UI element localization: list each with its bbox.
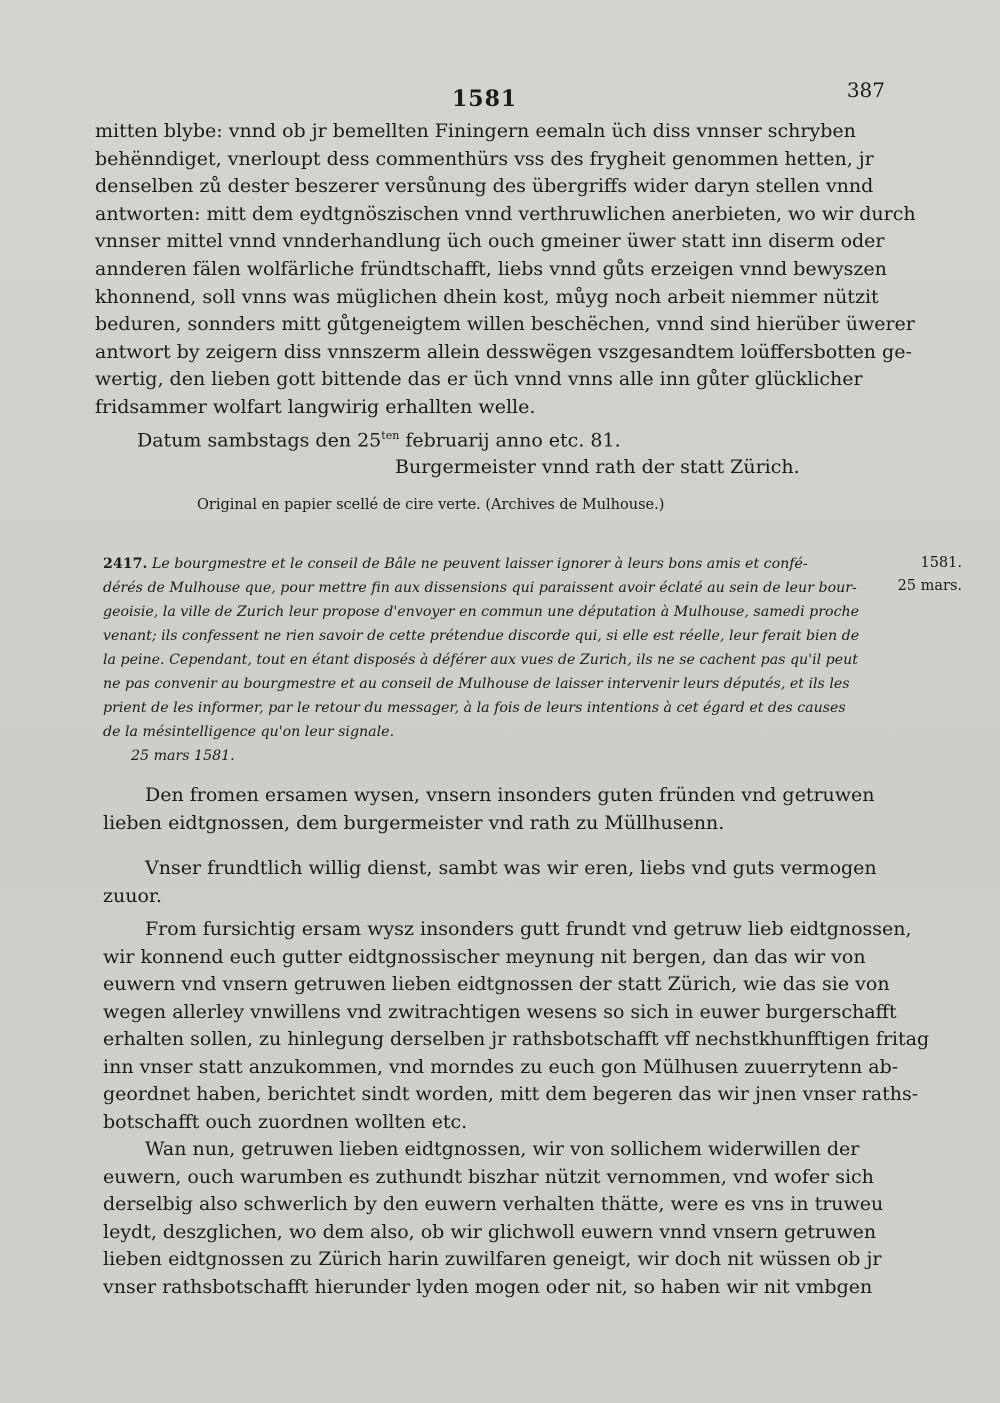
text-line: behënndiget, vnerloupt dess commenthürs vss des frygheit genommen hetten, jr	[95, 147, 874, 170]
paragraph-line: euwern, ouch warumben es zuthundt biszhar nützit vernommen, vnd wofer sich	[103, 1165, 874, 1188]
paragraph-line: Wan nun, getruwen lieben eidtgnossen, wir von sollichem widerwillen der	[145, 1138, 860, 1160]
letter-body	[103, 782, 930, 1301]
entry-summary	[103, 552, 879, 768]
dating-prefix: Datum sambstags den 25	[137, 428, 382, 451]
paragraph-line: erhalten sollen, zu hinlegung derselben jr rathsbotschafft vff nechstkhunfftigen fritag	[103, 1028, 930, 1050]
text-line: mitten blybe: vnnd ob jr bemellten Finingern eemaln üch diss vnnser schryben	[95, 120, 856, 142]
dating-line	[95, 422, 880, 455]
running-head-year: 1581	[452, 86, 518, 112]
paragraph-line: vnser rathsbotschafft hierunder lyden mogen oder nit, so haben wir nit vmbgen	[103, 1275, 873, 1298]
summary-first-text: Le bourgmestre et le conseil de Bâle ne peuvent laisser ignorer à leurs bons amis et confé-	[151, 556, 808, 572]
greeting-line: zuuor.	[103, 884, 162, 907]
page-number: 387	[846, 78, 885, 102]
paragraph-line: inn vnser statt anzukommen, vnd morndes zu euch gon Mülhusen zuuerrytenn ab-	[103, 1055, 899, 1078]
summary-date: 25 mars 1581.	[131, 748, 235, 764]
page-header	[95, 78, 885, 118]
greeting-line: Vnser frundtlich willig dienst, sambt was wir eren, liebs vnd guts vermogen	[145, 857, 877, 879]
margin-date-note	[892, 552, 962, 598]
paragraph-line: wir konnend euch gutter eidtgnossischer meynung nit bergen, dan das wir von	[103, 945, 866, 968]
dating-superscript: ten	[381, 428, 400, 442]
paragraph-line: euwern vnd vnsern getruwen lieben eidtgnossen der statt Zürich, wie das sie von	[103, 973, 890, 995]
summary-line: de la mésintelligence qu'on leur signale.	[103, 724, 395, 740]
address-line: lieben eidtgnossen, dem burgermeister vnd rath zu Müllhusenn.	[103, 811, 725, 834]
address-line: Den fromen ersamen wysen, vnsern insonders guten fründen vnd getruwen	[145, 784, 875, 806]
paragraph-line: From fursichtig ersam wysz insonders gutt frundt vnd getruw lieb eidtgnossen,	[145, 918, 912, 940]
paragraph-line: botschafft ouch zuordnen wollten etc.	[103, 1110, 468, 1133]
text-line: khonnend, soll vnns was müglichen dhein kost, můyg noch arbeit niemmer nützit	[95, 285, 879, 308]
letter-conclusion	[95, 118, 916, 482]
paragraph-line: wegen allerley vnwillens vnd zwitrachtigen wesens so sich in euwer burgerschafft	[103, 1000, 897, 1023]
text-line: beduren, sonnders mitt gůtgeneigtem willen beschëchen, vnnd sind hierüber üwerer	[95, 313, 915, 336]
summary-line: venant; ils confessent ne rien savoir de cette prétendue discorde qui, si elle est réelle, leur ferait bien de	[103, 628, 860, 644]
summary-line: la peine. Cependant, tout en étant disposés à déférer aux vues de Zurich, ils ne se cachent pas qu'il peut	[103, 652, 858, 668]
text-line: antworten: mitt dem eydtgnöszischen vnnd verthruwlichen anerbieten, wo wir durch	[95, 202, 916, 225]
dating-suffix: februarij anno etc. 81.	[399, 428, 621, 451]
summary-line: ne pas convenir au bourgmestre et au conseil de Mulhouse de laisser intervenir leurs députés, et ils les	[103, 676, 850, 692]
text-line: antwort by zeigern diss vnnszerm allein desswëgen vszgesandtem loüffersbotten ge-	[95, 340, 912, 363]
paragraph-line: leydt, deszglichen, wo dem also, ob wir glichwoll euwern vnnd vnsern getruwen	[103, 1220, 877, 1243]
paragraph-line: lieben eidtgnossen zu Zürich harin zuwilfaren geneigt, wir doch nit wüssen ob jr	[103, 1248, 882, 1270]
margin-year: 1581.	[920, 555, 962, 571]
paragraph-line: geordnet haben, berichtet sindt worden, mitt dem begeren das wir jnen vnser raths-	[103, 1083, 919, 1105]
margin-day: 25 mars.	[897, 578, 962, 594]
text-line: denselben zů dester beszerer versůnung des übergriffs wider daryn stellen vnnd	[95, 175, 874, 198]
entry-number: 2417.	[103, 556, 148, 572]
text-line: wertig, den lieben gott bittende das er üch vnnd vnns alle inn gůter glücklicher	[95, 368, 863, 391]
summary-line: prient de les informer, par le retour du messager, à la fois de leurs intentions à cet égard et des causes	[103, 700, 846, 716]
spacer	[103, 837, 883, 855]
signature-line: Burgermeister vnnd rath der statt Zürich.	[395, 456, 800, 479]
text-line: vnnser mittel vnnd vnnderhandlung üch ouch gmeiner üwer statt inn diserm oder	[95, 230, 885, 253]
paragraph-line: derselbig also schwerlich by den euwern verhalten thätte, were es vns in truweu	[103, 1193, 884, 1215]
text-line: fridsammer wolfart langwirig erhallten welle.	[95, 395, 536, 418]
summary-line	[103, 552, 879, 576]
text-line: annderen fälen wolfärliche fründtschafft, liebs vnnd gůts erzeigen vnnd bewyszen	[95, 257, 887, 280]
source-note: Original en papier scellé de cire verte. (Archives de Mulhouse.)	[197, 497, 665, 513]
summary-line: geoisie, la ville de Zurich leur propose d'envoyer en commun une députation à Mulhouse, samedi proche	[103, 604, 860, 620]
summary-line: dérés de Mulhouse que, pour mettre fin aux dissensions qui paraissent avoir éclaté au sein de leur bour-	[103, 580, 857, 596]
